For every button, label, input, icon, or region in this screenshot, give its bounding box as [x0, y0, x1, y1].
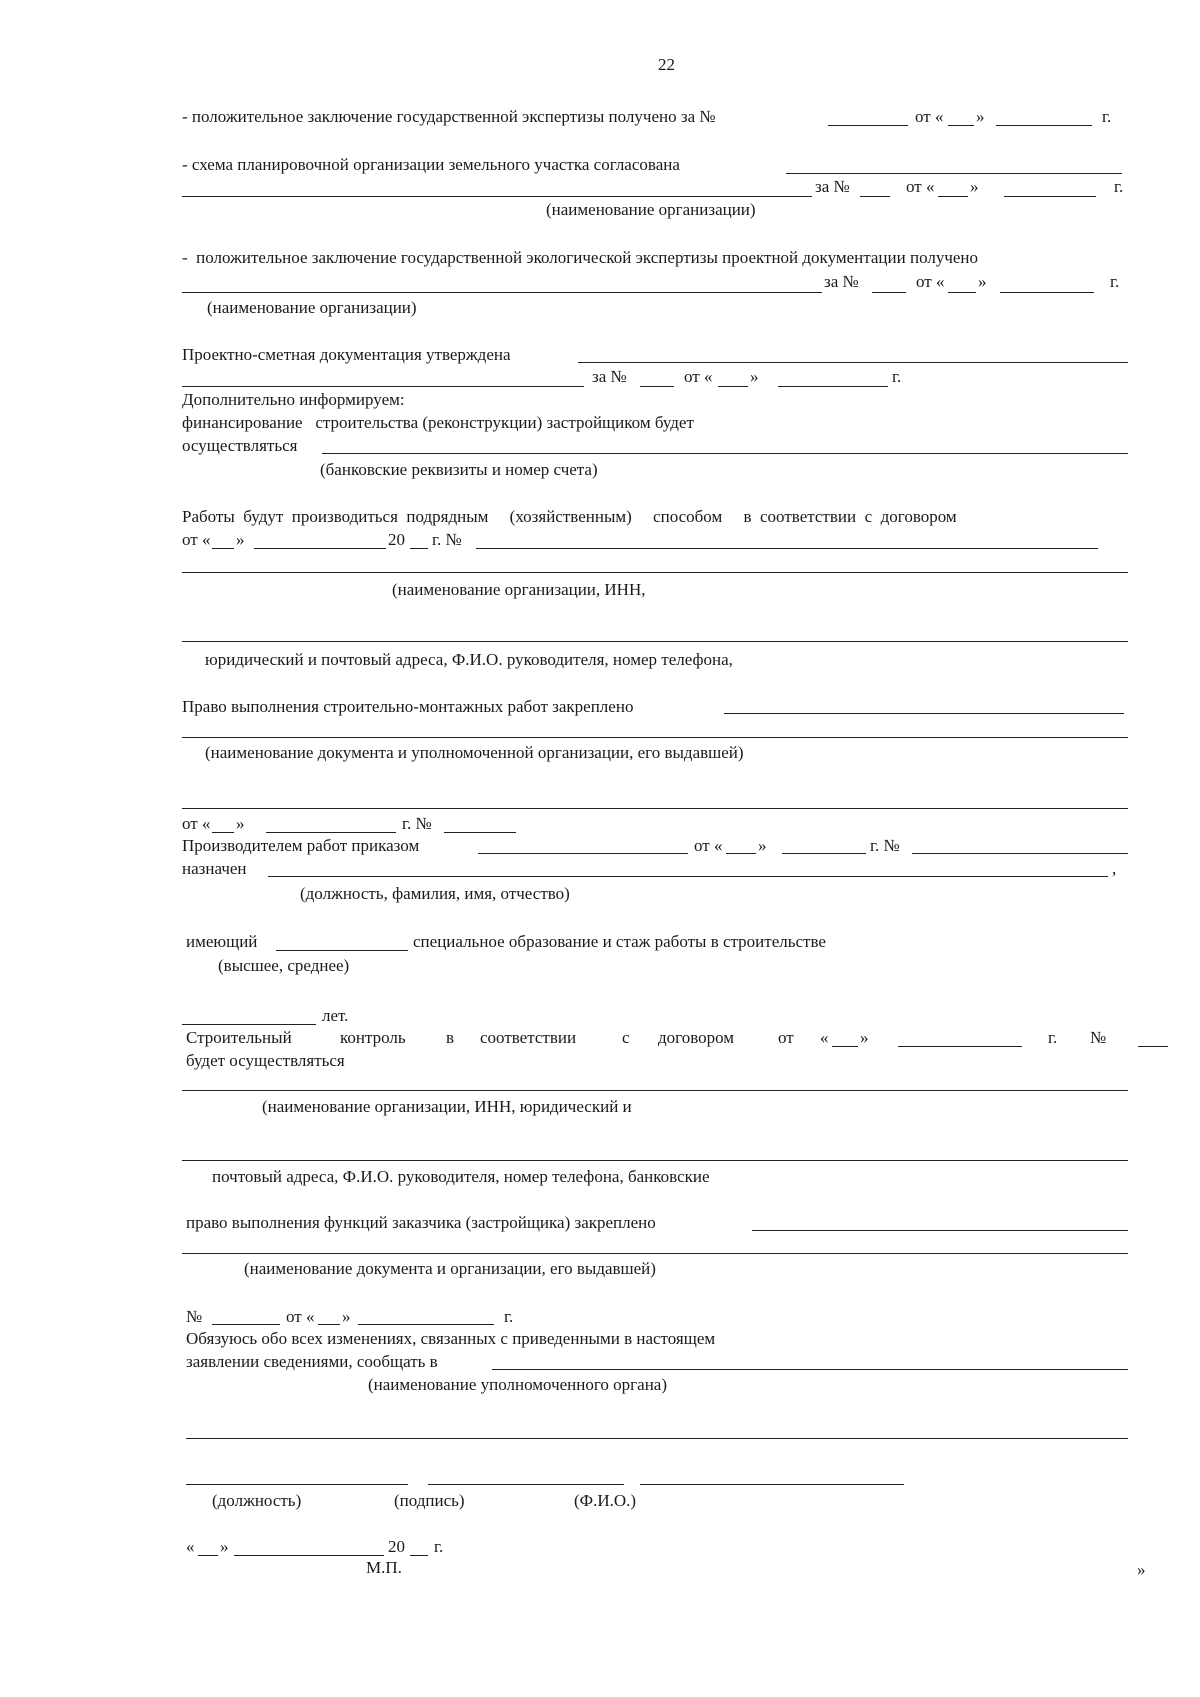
caption-org-inn: (наименование организации, ИНН, — [392, 580, 646, 599]
field-order-date[interactable] — [782, 853, 866, 854]
text-financing: финансирование строительства (реконструкции) застройщиком будет — [182, 413, 694, 432]
field-eco-org[interactable] — [182, 292, 822, 293]
stamp-place: М.П. — [366, 1558, 402, 1577]
caption-address: юридический и почтовый адреса, Ф.И.О. руководителя, номер телефона, — [205, 650, 733, 669]
text-with: с — [622, 1028, 630, 1047]
text-year-20: 20 — [388, 530, 405, 549]
caption-authorized-body: (наименование уполномоченного органа) — [368, 1375, 668, 1394]
field-contractor-address[interactable] — [182, 641, 1128, 642]
page-number: 22 — [658, 55, 675, 74]
field-control-day[interactable] — [832, 1046, 858, 1047]
field-construction-doc-2[interactable] — [182, 737, 1128, 738]
field-control-number[interactable] — [1138, 1046, 1168, 1047]
field-contract-number[interactable] — [476, 548, 1098, 549]
field-contract-day[interactable] — [212, 548, 234, 549]
caption-position: (должность) — [212, 1491, 302, 1510]
field-estimate-day[interactable] — [718, 386, 748, 387]
field-contract-month[interactable] — [254, 548, 386, 549]
field-order-name[interactable] — [478, 853, 688, 854]
quote-close: » — [342, 1307, 351, 1326]
quote-close: » — [978, 272, 987, 291]
text-year-number: г. № — [432, 530, 462, 549]
year-mark: г. — [1110, 272, 1120, 291]
caption-education: (высшее, среднее) — [218, 956, 350, 975]
field-permit-number[interactable] — [444, 832, 516, 833]
text-accordance: соответствии — [480, 1028, 577, 1047]
quote-close: » — [758, 836, 767, 855]
text-from: от « — [906, 177, 935, 196]
comma: , — [1112, 859, 1117, 878]
caption-org-inn-legal: (наименование организации, ИНН, юридический и — [262, 1097, 632, 1116]
field-permit-day[interactable] — [212, 832, 234, 833]
field-eco-day[interactable] — [948, 292, 976, 293]
text-eco-expertise: - положительное заключение государственной экологической экспертизы проектной документации получено — [182, 248, 979, 267]
field-order-day[interactable] — [726, 853, 756, 854]
text-additional-info: Дополнительно информируем: — [182, 390, 405, 409]
field-contractor-name[interactable] — [182, 572, 1128, 573]
text-customer-function: право выполнения функций заказчика (застройщика) закреплено — [186, 1213, 656, 1232]
text-estimate-approved: Проектно-сметная документация утверждена — [182, 345, 511, 364]
field-customer-number[interactable] — [212, 1324, 280, 1325]
text-from: от « — [694, 836, 723, 855]
field-site-plan-org[interactable] — [786, 173, 1122, 174]
field-construction-doc-3[interactable] — [182, 808, 1128, 809]
field-estimate-date[interactable] — [778, 386, 888, 387]
year-mark: г. — [1114, 177, 1124, 196]
field-expertise-date[interactable] — [996, 125, 1092, 126]
text-from: от — [778, 1028, 794, 1047]
text-construction: Строительный — [186, 1028, 292, 1047]
quote-close: » — [976, 107, 985, 126]
field-authorized-body-2[interactable] — [186, 1438, 1128, 1439]
caption-document-org: (наименование документа и уполномоченной организации, его выдавшей) — [205, 743, 744, 762]
field-sign-month[interactable] — [234, 1555, 384, 1556]
text-number: за № — [824, 272, 859, 291]
quote-close: » — [860, 1028, 869, 1047]
field-sign-day[interactable] — [198, 1555, 218, 1556]
text-year-number: г. № — [870, 836, 900, 855]
text-special-education: специальное образование и стаж работы в строительстве — [413, 932, 826, 951]
quote-open: « — [820, 1028, 829, 1047]
field-eco-number[interactable] — [872, 292, 906, 293]
field-estimate-approver[interactable] — [578, 362, 1128, 363]
field-estimate-number[interactable] — [640, 386, 674, 387]
text-site-plan: - схема планировочной организации земельного участка согласована — [182, 155, 680, 174]
field-control-address[interactable] — [182, 1160, 1128, 1161]
field-signature-position[interactable] — [186, 1484, 408, 1485]
field-expertise-day[interactable] — [948, 125, 974, 126]
field-bank-details[interactable] — [322, 453, 1128, 454]
field-site-plan-day[interactable] — [938, 196, 968, 197]
caption-signature: (подпись) — [394, 1491, 465, 1510]
text-having: имеющий — [186, 932, 258, 951]
text-carried-out: осуществляться — [182, 436, 298, 455]
field-customer-date[interactable] — [358, 1324, 494, 1325]
field-sign-year[interactable] — [410, 1555, 428, 1556]
field-site-plan-date[interactable] — [1004, 196, 1096, 197]
text-number: за № — [815, 177, 850, 196]
field-site-plan-number[interactable] — [860, 196, 890, 197]
caption-document-org-2: (наименование документа и организации, его выдавшей) — [244, 1259, 656, 1278]
text-year-20: 20 — [388, 1537, 405, 1556]
caption-bank-details: (банковские реквизиты и номер счета) — [320, 460, 598, 479]
field-control-date[interactable] — [898, 1046, 1022, 1047]
field-site-plan-org-2[interactable] — [182, 196, 812, 197]
quote-close: » — [750, 367, 759, 386]
caption-org-name: (наименование организации) — [546, 200, 756, 219]
quote-close: » — [236, 814, 245, 833]
field-order-number[interactable] — [912, 853, 1128, 854]
text-works-method: Работы будут производиться подрядным (хозяйственным) способом в соответствии с договором — [182, 507, 957, 526]
text-year-number: г. № — [402, 814, 432, 833]
text-in: в — [446, 1028, 455, 1047]
text-from: от « — [182, 530, 211, 549]
text-number: за № — [592, 367, 627, 386]
closing-quote: » — [1137, 1560, 1146, 1579]
text-control: контроль — [340, 1028, 406, 1047]
caption-fio: (Ф.И.О.) — [574, 1491, 637, 1510]
field-customer-doc[interactable] — [752, 1230, 1128, 1231]
text-undertake: Обязуюсь обо всех изменениях, связанных с приведенными в настоящем — [186, 1329, 716, 1348]
field-eco-date[interactable] — [1000, 292, 1094, 293]
text-from: от « — [286, 1307, 315, 1326]
field-experience-years[interactable] — [182, 1024, 316, 1025]
field-signature-fio[interactable] — [640, 1484, 904, 1485]
field-permit-date[interactable] — [266, 832, 396, 833]
text-works-manager-order: Производителем работ приказом — [182, 836, 420, 855]
caption-address-bank: почтовый адреса, Ф.И.О. руководителя, номер телефона, банковские — [212, 1167, 710, 1186]
text-inform-to: заявлении сведениями, сообщать в — [186, 1352, 438, 1371]
year-mark: г. — [504, 1307, 514, 1326]
text-from: от « — [684, 367, 713, 386]
field-contract-year[interactable] — [410, 548, 428, 549]
field-education[interactable] — [276, 950, 408, 951]
field-customer-doc-2[interactable] — [182, 1253, 1128, 1254]
text-from: от « — [915, 107, 944, 126]
quote-open: « — [186, 1537, 195, 1556]
text-construction-right: Право выполнения строительно-монтажных работ закреплено — [182, 697, 634, 716]
field-estimate-approver-2[interactable] — [182, 386, 584, 387]
text-number-sign: № — [1090, 1028, 1107, 1047]
field-expertise-number[interactable] — [828, 125, 908, 126]
field-control-org[interactable] — [182, 1090, 1128, 1091]
field-appointed-person[interactable] — [268, 876, 1108, 877]
field-authorized-body[interactable] — [492, 1369, 1128, 1370]
caption-position-fio: (должность, фамилия, имя, отчество) — [300, 884, 570, 903]
year-mark: г. — [1048, 1028, 1058, 1047]
text-years: лет. — [322, 1006, 349, 1025]
quote-close: » — [236, 530, 245, 549]
year-mark: г. — [892, 367, 902, 386]
year-mark: г. — [434, 1537, 444, 1556]
quote-close: » — [970, 177, 979, 196]
caption-org-name: (наименование организации) — [207, 298, 417, 317]
year-mark: г. — [1102, 107, 1112, 126]
text-will-be-carried: будет осуществляться — [186, 1051, 345, 1070]
text-from: от « — [916, 272, 945, 291]
text-contract: договором — [658, 1028, 735, 1047]
text-number-sign: № — [186, 1307, 203, 1326]
text-state-expertise: - положительное заключение государственной экспертизы получено за № — [182, 107, 716, 126]
quote-close: » — [220, 1537, 229, 1556]
field-construction-doc[interactable] — [724, 713, 1124, 714]
text-appointed: назначен — [182, 859, 247, 878]
field-customer-day[interactable] — [318, 1324, 340, 1325]
text-from: от « — [182, 814, 211, 833]
field-signature-sign[interactable] — [428, 1484, 624, 1485]
